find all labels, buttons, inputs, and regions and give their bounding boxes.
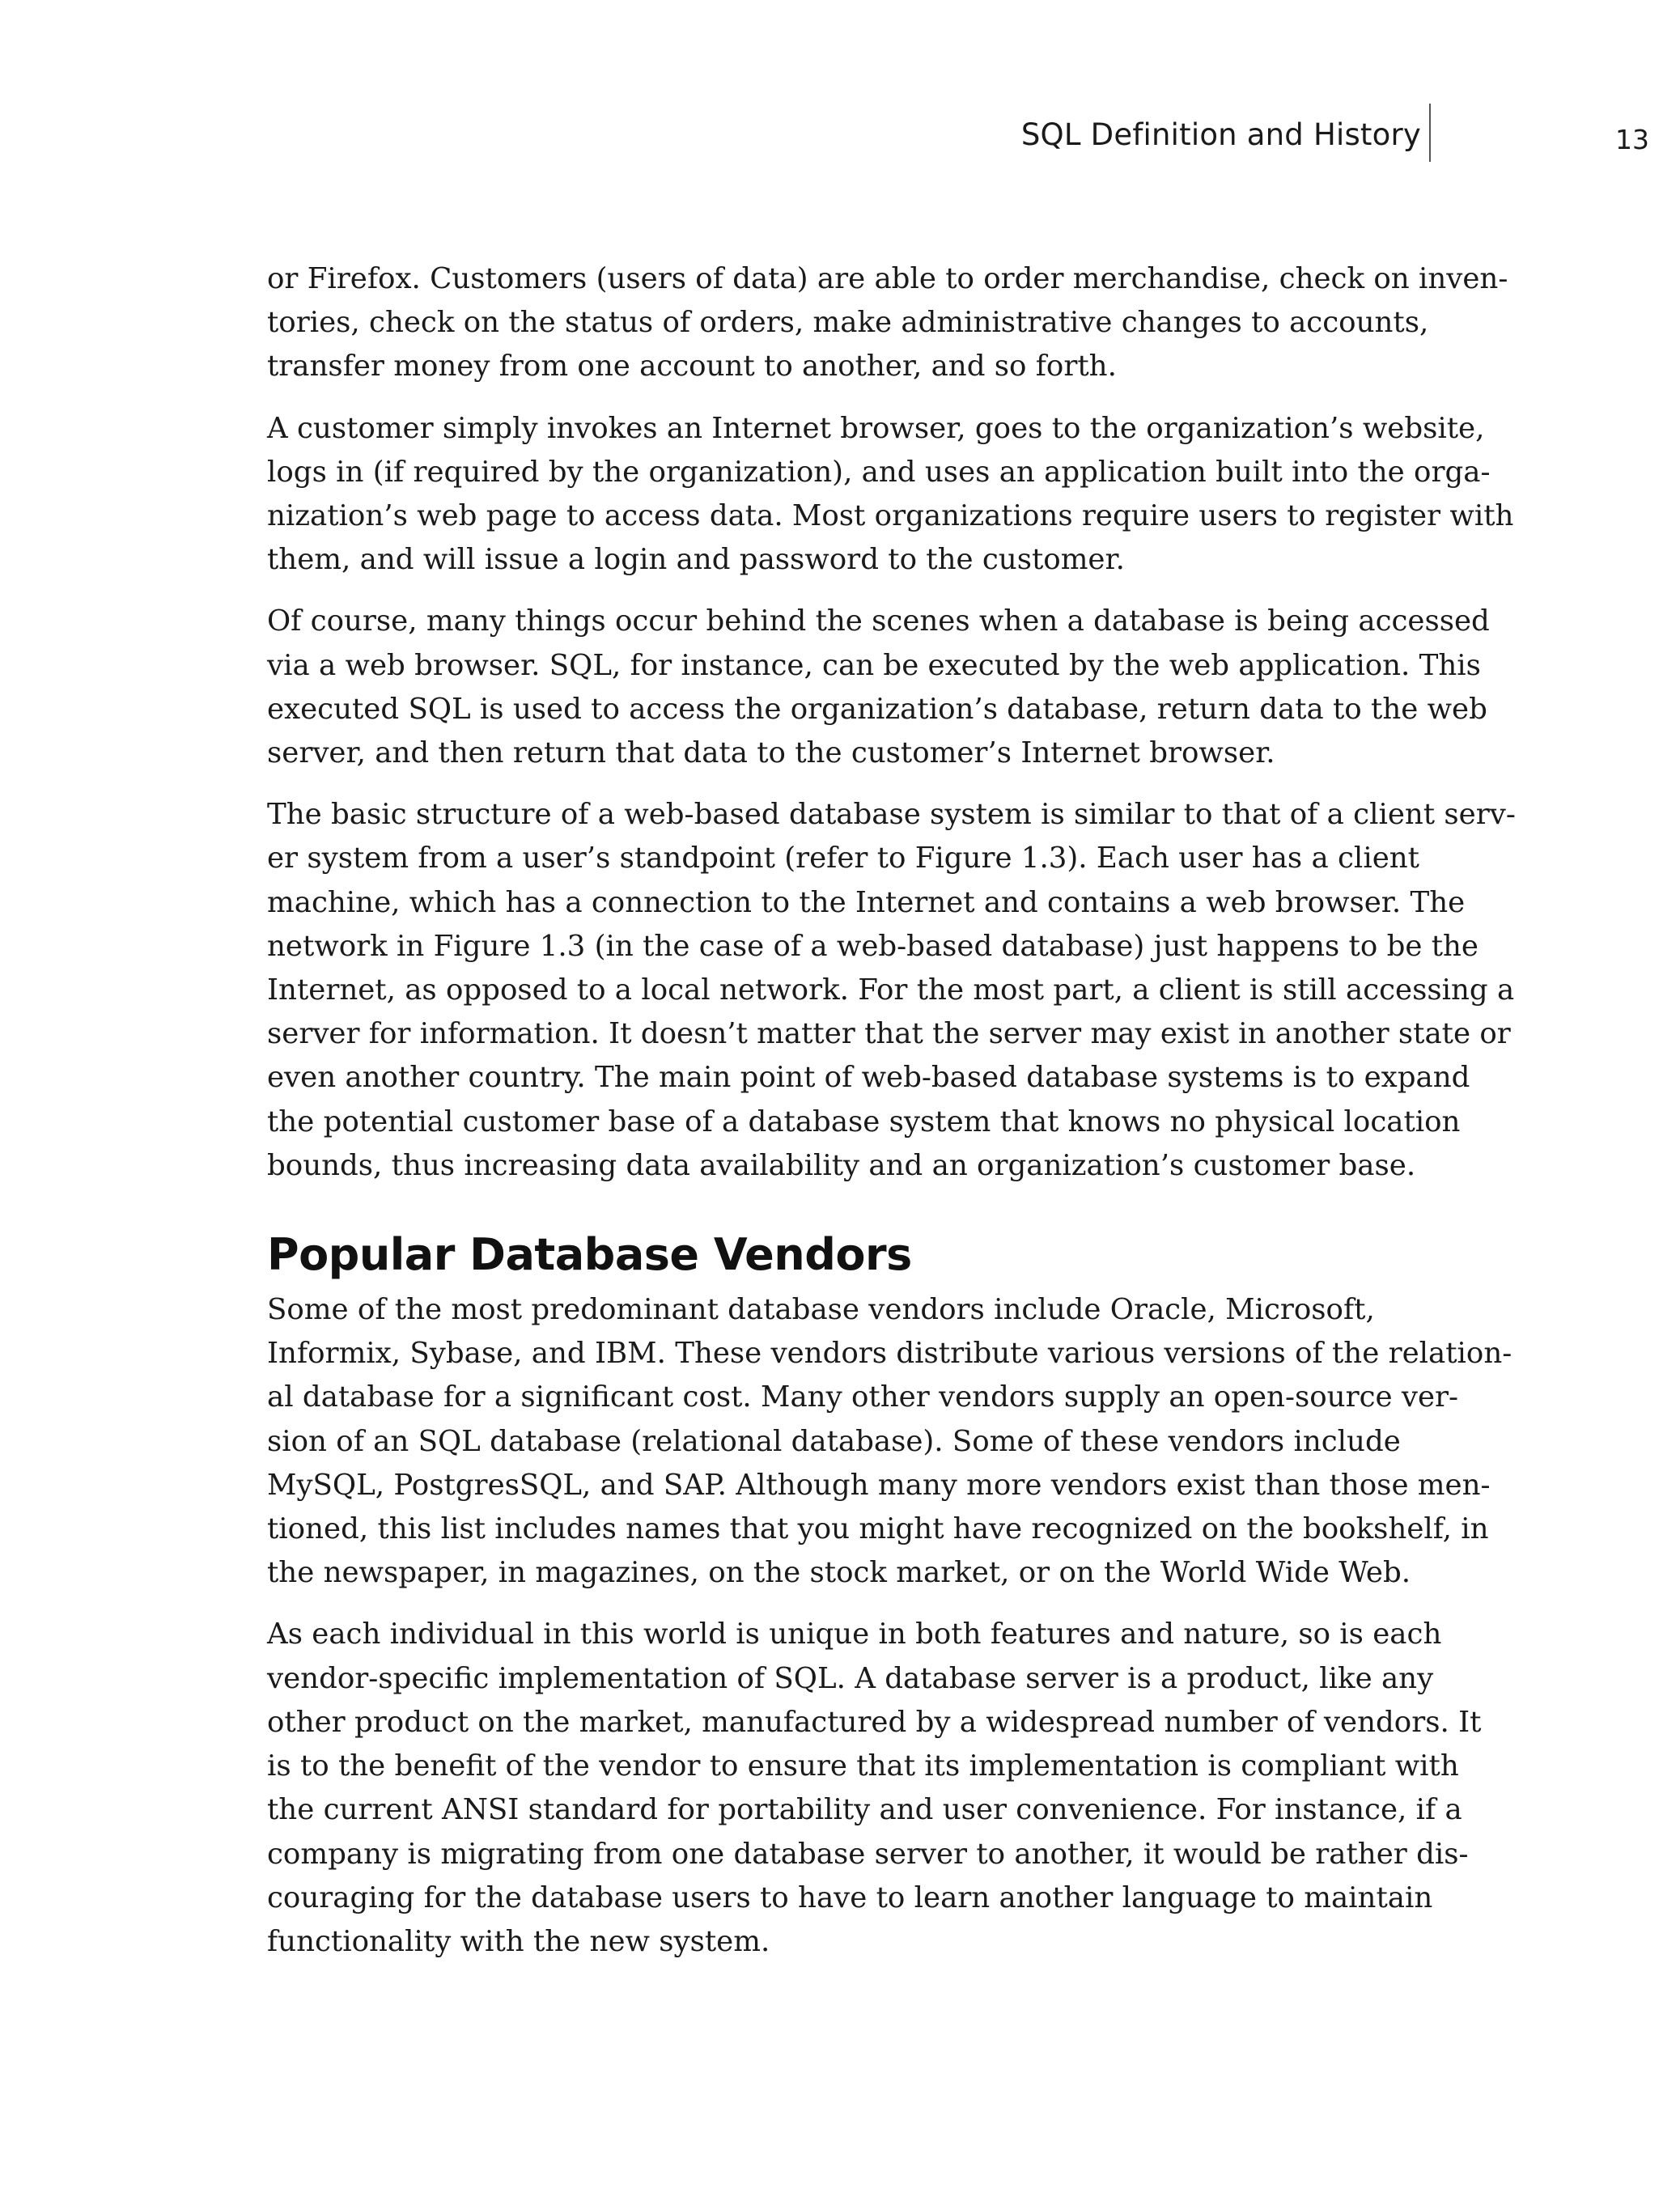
paragraph [267,257,1508,389]
text-line: couraging for the database users to have to learn another language to maintain [267,1880,1433,1914]
running-head: SQL Definition and History [1020,117,1421,152]
text-line: functionality with the new system. [267,1924,770,1958]
text-line: vendor-specific implementation of SQL. A database server is a product, like any [267,1661,1434,1695]
text-line: server, and then return that data to the customer’s Internet browser. [267,736,1275,770]
text-line: Informix, Sybase, and IBM. These vendors distribute various versions of the relation- [267,1337,1512,1371]
text-line: the potential customer base of a database system that knows no physical location [267,1104,1461,1138]
text-line: Some of the most predominant database vendors include Oracle, Microsoft, [267,1293,1375,1327]
text-line: bounds, thus increasing data availability and an organization’s customer base. [267,1148,1416,1182]
text-line: other product on the market, manufactured by a widespread number of vendors. It [267,1705,1482,1739]
text-line: sion of an SQL database (relational database). Some of these vendors include [267,1424,1401,1458]
text-line: er system from a user’s standpoint (refer to Figure 1.3). Each user has a client [267,842,1419,876]
paragraph [267,1288,1512,1595]
paragraph [267,600,1490,775]
text-line: nization’s web page to access data. Most organizations require users to register with [267,499,1514,533]
text-line: machine, which has a connection to the Internet and contains a web browser. The [267,885,1466,919]
paragraph [267,793,1516,1188]
text-line: network in Figure 1.3 (in the case of a web-based database) just happens to be the [267,929,1478,963]
paragraph [267,407,1514,583]
text-line: company is migrating from one database server to another, it would be rather dis- [267,1837,1469,1871]
text-line: The basic structure of a web-based database system is similar to that of a client serv- [267,798,1516,832]
text-line: server for information. It doesn’t matter that the server may exist in another state or [267,1017,1511,1051]
text-line: logs in (if required by the organization), and uses an application built into the orga- [267,455,1491,489]
text-line: the newspaper, in magazines, on the stock market, or on the World Wide Web. [267,1556,1411,1590]
text-line: tioned, this list includes names that you might have recognized on the bookshelf, in [267,1512,1489,1546]
section-heading: Popular Database Vendors [267,1229,912,1281]
text-line: Of course, many things occur behind the scenes when a database is being accessed [267,604,1490,638]
page-number: 13 [1615,124,1649,155]
paragraph [267,1613,1482,1964]
text-line: executed SQL is used to access the organization’s database, return data to the web [267,692,1487,726]
text-line: A customer simply invokes an Internet browser, goes to the organization’s website, [267,411,1485,445]
text-line: tories, check on the status of orders, make administrative changes to accounts, [267,306,1429,340]
text-line: even another country. The main point of web-based database systems is to expand [267,1061,1470,1095]
page-body [267,257,1516,1982]
text-line: or Firefox. Customers (users of data) are able to order merchandise, check on inven- [267,262,1508,295]
text-line: them, and will issue a login and password to the customer. [267,543,1125,577]
text-line: is to the benefit of the vendor to ensure that its implementation is compliant with [267,1749,1459,1783]
text-line: Internet, as opposed to a local network. For the most part, a client is still accessing a [267,973,1515,1007]
text-line: MySQL, PostgresSQL, and SAP. Although many more vendors exist than those men- [267,1468,1491,1502]
text-line: As each individual in this world is unique in both features and nature, so is each [267,1618,1442,1651]
text-line: al database for a significant cost. Many other vendors supply an open-source ver- [267,1380,1459,1414]
text-line: the current ANSI standard for portability and user convenience. For instance, if a [267,1793,1462,1827]
text-line: via a web browser. SQL, for instance, can be executed by the web application. This [267,648,1481,682]
text-line: transfer money from one account to another, and so forth. [267,350,1117,384]
running-head-rule [1429,104,1431,162]
